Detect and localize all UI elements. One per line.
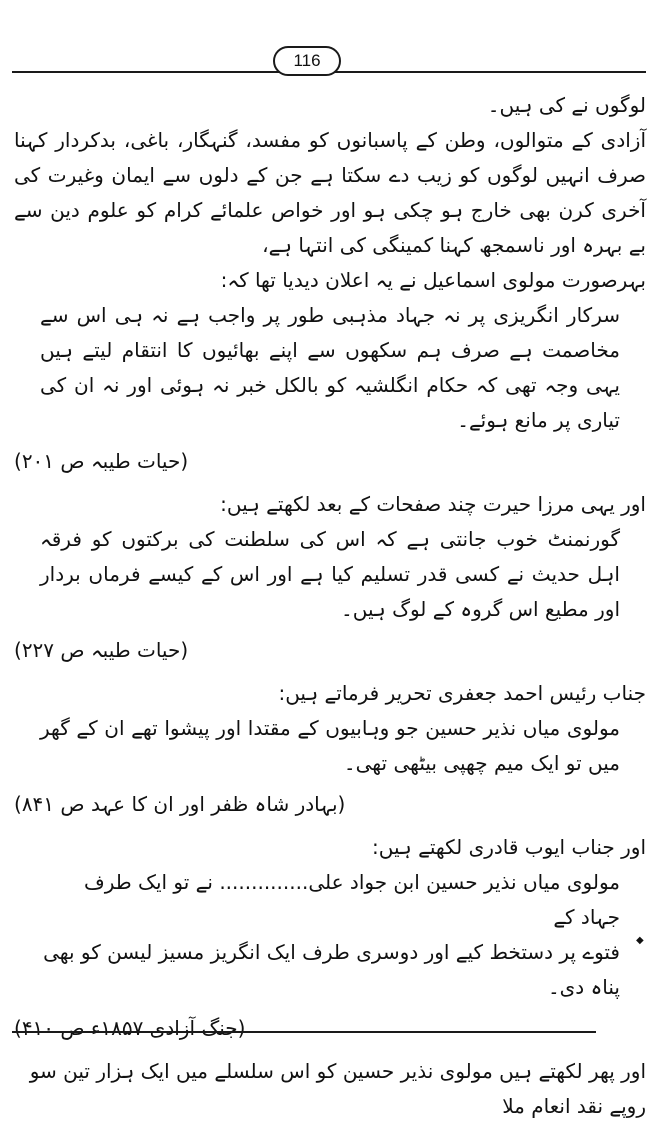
quotation-line: مولوی میاں نذیر حسین ابن جواد علی.............. نے تو ایک طرف جہاد کے: [84, 870, 620, 929]
text-line: اور یہی مرزا حیرت چند صفحات کے بعد لکھتے ہیں:: [220, 492, 646, 516]
citation: (حیات طیبہ ص ۲۲۷): [14, 638, 189, 662]
quotation: مولوی میاں نذیر حسین جو وہابیوں کے مقتدا اور پیشوا تھے ان کے گھر میں تو ایک میم چھپی بیٹھی تھی۔: [40, 716, 620, 775]
text-line: بہرصورت مولوی اسماعیل نے یہ اعلان دیدیا تھا کہ:: [220, 268, 646, 292]
citation: (حیات طیبہ ص ۲۰۱): [14, 449, 189, 473]
text-line: جناب رئیس احمد جعفری تحریر فرماتے ہیں:: [278, 681, 646, 705]
text-line: اور پھر لکھتے ہیں مولوی نذیر حسین کو اس سلسلے میں ایک ہزار تین سو روپے نقد انعام ملا: [29, 1059, 646, 1118]
page-number: 116: [273, 46, 341, 76]
quotation: سرکار انگریزی پر نہ جہاد مذہبی طور پر واجب ہے نہ ہی اس سے مخاصمت ہے صرف ہم سکھوں سے اپنے بھائیوں کا انتقام لیتے ہیں یہی وجہ تھی کہ حکام انگلشیہ کو بالکل خبر نہ ہوئی اور نہ ان کی تیاری پر مانع ہوئے۔: [40, 303, 620, 432]
quotation: گورنمنٹ خوب جانتی ہے کہ اس کی سلطنت کی برکتوں کو فرقہ اہل حدیث نے کسی قدر تسلیم کیا ہے اور اس کے کیسے فرماں بردار اور مطیع اس گروہ کے لوگ ہیں۔: [40, 527, 620, 621]
text-line: اور جناب ایوب قادری لکھتے ہیں:: [372, 835, 646, 859]
footer-rule: [12, 1031, 596, 1033]
paragraph: آزادی کے متوالوں، وطن کے پاسبانوں کو مفسد، گنہگار، باغی، بدکردار کہنا صرف انہیں لوگوں کو زیب دے سکتا ہے جن کے دلوں سے ایمان وغیرت کی آخری کرن بھی خارج ہو چکی ہو اور خواص علمائے کرام کو علوم دین سے بے بہرہ اور ناسمجھ کہنا کمینگی کی انتہا ہے،: [14, 128, 646, 257]
page-body: [14, 88, 646, 1124]
margin-mark-icon: ◆: [636, 935, 644, 946]
quotation-line: فتوے پر دستخط کیے اور دوسری طرف ایک انگریز مسیز لیسن کو بھی پناہ دی۔: [43, 940, 620, 999]
citation: (بہادر شاہ ظفر اور ان کا عہد ص ۸۴۱): [14, 792, 346, 816]
citation: (جنگ آزادی ۱۸۵۷ء ص ۴۱۰): [14, 1016, 246, 1040]
text-line: لوگوں نے کی ہیں۔: [487, 93, 646, 117]
